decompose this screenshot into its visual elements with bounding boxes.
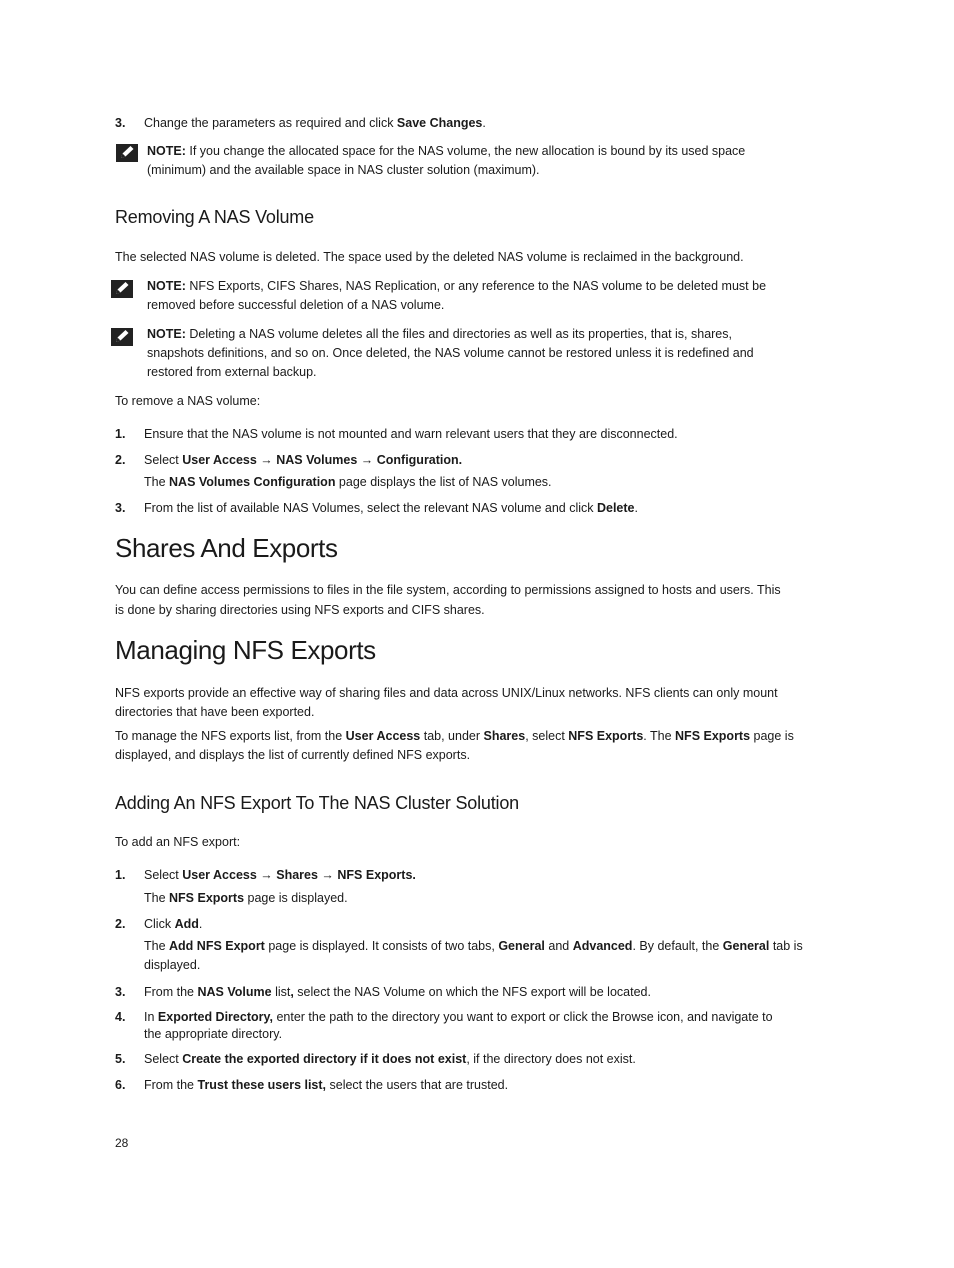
- paragraph: The selected NAS volume is deleted. The space used by the deleted NAS volume is reclaimed in the background.: [115, 250, 744, 264]
- page-number: 28: [115, 1136, 129, 1150]
- note-text: NOTE: NFS Exports, CIFS Shares, NAS Replication, or any reference to the NAS volume to be deleted must be: [147, 279, 767, 293]
- step-text: From the Trust these users list, select the users that are trusted.: [144, 1078, 509, 1092]
- step-text: In Exported Directory, enter the path to the directory you want to export or click the Browse icon, and navigate to: [144, 1010, 773, 1024]
- step-subtext: The NAS Volumes Configuration page displays the list of NAS volumes.: [144, 475, 552, 489]
- step-text: Ensure that the NAS volume is not mounted and warn relevant users that they are disconnected.: [144, 427, 678, 441]
- step-number: 5.: [115, 1052, 126, 1066]
- note-text: NOTE: Deleting a NAS volume deletes all the files and directories as well as its properties, that is, shares,: [147, 327, 732, 341]
- step-number: 2.: [115, 917, 126, 931]
- chapter-heading: Shares And Exports: [115, 533, 338, 563]
- note-text: NOTE: If you change the allocated space for the NAS volume, the new allocation is bound by its used space: [147, 144, 746, 158]
- step-number: 1.: [115, 427, 126, 441]
- paragraph-line2: directories that have been exported.: [115, 705, 315, 719]
- paragraph: To manage the NFS exports list, from the User Access tab, under Shares, select NFS Exports. The NFS Exports page is: [115, 729, 794, 743]
- step-subtext-line2: displayed.: [144, 958, 201, 972]
- step-number: 3.: [115, 501, 126, 515]
- paragraph: You can define access permissions to files in the file system, according to permissions assigned to hosts and users. This: [115, 583, 781, 597]
- note-text-line3: restored from external backup.: [147, 365, 317, 379]
- note-text-line2: (minimum) and the available space in NAS cluster solution (maximum).: [147, 163, 540, 177]
- step-text: Select User Access → NAS Volumes → Configuration.: [144, 453, 463, 467]
- step-number: 1.: [115, 868, 126, 882]
- step-number: 6.: [115, 1078, 126, 1092]
- paragraph-line2: is done by sharing directories using NFS exports and CIFS shares.: [115, 603, 485, 617]
- paragraph: To add an NFS export:: [115, 835, 241, 849]
- step-number: 4.: [115, 1010, 126, 1024]
- note-text-line2: snapshots definitions, and so on. Once deleted, the NAS volume cannot be restored unless it is redefined and: [147, 346, 754, 360]
- paragraph: NFS exports provide an effective way of sharing files and data across UNIX/Linux networks. NFS clients can only mount: [115, 686, 778, 700]
- step-text: Select User Access → Shares → NFS Exports.: [144, 868, 416, 882]
- step-subtext: The Add NFS Export page is displayed. It consists of two tabs, General and Advanced. By default, the General tab is: [144, 939, 803, 953]
- step-text: Change the parameters as required and click Save Changes.: [144, 116, 486, 130]
- step-text: From the list of available NAS Volumes, select the relevant NAS volume and click Delete.: [144, 501, 638, 515]
- step-number: 2.: [115, 453, 126, 467]
- note-pencil-icon: [116, 144, 138, 162]
- step-text: From the NAS Volume list, select the NAS Volume on which the NFS export will be located.: [144, 985, 651, 999]
- step-number: 3.: [115, 985, 126, 999]
- step-text-line2: the appropriate directory.: [144, 1027, 283, 1041]
- paragraph: To remove a NAS volume:: [115, 394, 261, 408]
- step-subtext: The NFS Exports page is displayed.: [144, 891, 348, 905]
- section-heading: Adding An NFS Export To The NAS Cluster Solution: [115, 793, 519, 813]
- step-text: Select Create the exported directory if it does not exist, if the directory does not exist.: [144, 1052, 636, 1066]
- chapter-heading: Managing NFS Exports: [115, 635, 376, 665]
- paragraph-line2: displayed, and displays the list of currently defined NFS exports.: [115, 748, 471, 762]
- note-text-line2: removed before successful deletion of a NAS volume.: [147, 298, 445, 312]
- note-pencil-icon: [111, 328, 133, 346]
- section-heading: Removing A NAS Volume: [115, 207, 314, 227]
- step-number: 3.: [115, 116, 126, 130]
- step-text: Click Add.: [144, 917, 203, 931]
- note-pencil-icon: [111, 280, 133, 298]
